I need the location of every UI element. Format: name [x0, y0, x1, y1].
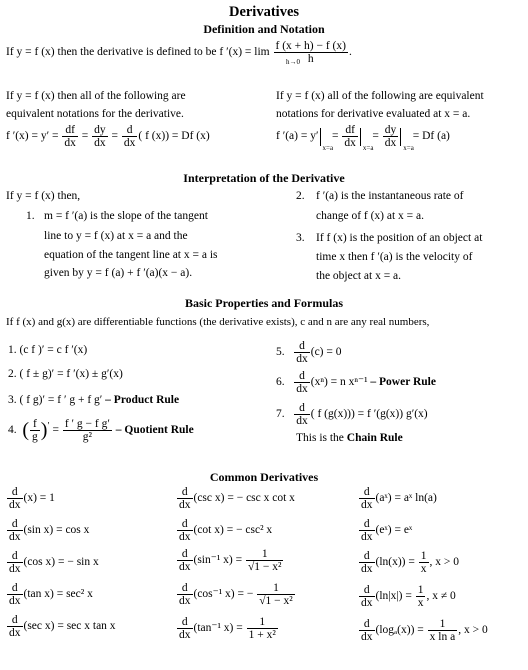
interp-item2-line: change of f (x) at x = a. — [316, 210, 425, 222]
common-derivative — [6, 518, 89, 543]
section-common-heading: Common Derivatives — [209, 470, 319, 484]
property-4-number: 4. — [8, 424, 17, 437]
frac-num: d — [7, 486, 23, 499]
interp-item1-line: m = f ′(a) is the slope of the tangent — [44, 210, 208, 222]
common-derivative — [6, 582, 93, 607]
derivative-formula: (cos⁻¹ x) = − — [193, 588, 254, 601]
frac-den: x — [417, 597, 424, 610]
property-2: 2. ( f ± g)′ = f ′(x) ± g′(x) — [8, 368, 123, 380]
derivative-formula: (csc x) = − csc x cot x — [193, 492, 295, 505]
derivative-condition: , x > 0 — [429, 556, 459, 569]
derivative-formula: (sin x) = cos x — [23, 524, 90, 537]
derivative-condition: , x ≠ 0 — [426, 590, 456, 603]
frac-num: d — [177, 486, 193, 499]
interp-item1-line: line to y = f (x) at x = a and the — [44, 230, 188, 242]
eval-bar — [360, 128, 374, 152]
frac-den: dx — [9, 595, 21, 608]
interp-item3-line: time x then f ′(a) is the velocity of — [316, 251, 473, 263]
frac-num: d — [177, 518, 193, 531]
derivative-formula: (cos x) = − sin x — [23, 556, 99, 569]
derivative-formula: (x) = 1 — [23, 492, 55, 505]
eval-bar — [400, 128, 414, 152]
frac-den: dx — [64, 137, 76, 150]
frac-num: d — [359, 550, 375, 563]
frac-num: dy — [94, 124, 106, 136]
common-derivative — [176, 616, 279, 641]
common-derivative — [6, 550, 99, 575]
notation-right-formula: f ′(a) = y′ x=a = $\frac{df}{dx}$ x=a = $\frac{dy}{dx}$ x=a = Df (a) — [276, 124, 450, 152]
page-title: Derivatives — [228, 4, 300, 20]
common-derivative — [6, 486, 55, 511]
frac-num: d — [294, 340, 310, 353]
interp-item3-line: the object at x = a. — [316, 270, 402, 282]
frac-den: dx — [179, 595, 191, 608]
derivative-condition: , x > 0 — [458, 624, 488, 637]
frac-num: 1 — [257, 582, 295, 595]
frac-num: 1 — [417, 584, 424, 596]
frac-num: dy — [384, 124, 397, 136]
common-derivative — [358, 550, 459, 575]
product-rule-label: – Product Rule — [102, 394, 180, 406]
interp-item1-line: equation of the tangent line at x = a is — [44, 249, 218, 261]
notation-left-line2: equivalent notations for the derivative. — [6, 108, 184, 120]
definition-suffix: . — [348, 46, 352, 59]
frac-den: dx — [94, 137, 106, 150]
frac-num: 1 — [246, 548, 284, 561]
frac-num: d — [177, 548, 193, 561]
section-interpretation-heading: Interpretation of the Derivative — [183, 171, 345, 185]
frac-den: dx — [179, 629, 191, 642]
notation-right-suffix: = Df (a) — [412, 130, 450, 143]
common-derivative — [176, 518, 272, 543]
frac-den: dx — [384, 137, 397, 150]
property-6-formula: (xⁿ) = n xⁿ⁻¹ — [310, 376, 368, 389]
interpretation-intro: If y = f (x) then, — [6, 190, 81, 202]
notation-right-line1: If y = f (x) all of the following are equivalent — [276, 90, 484, 102]
frac-num: d — [122, 124, 138, 137]
prime-mark: ′ — [47, 420, 50, 432]
property-1: 1. (c f )′ = c f ′(x) — [8, 344, 88, 356]
paren-open: ( — [22, 419, 30, 442]
frac-num: d — [177, 582, 193, 595]
common-derivative — [6, 614, 116, 639]
eval-sub: x=a — [362, 143, 374, 152]
common-derivative — [358, 486, 437, 511]
property-3 — [8, 392, 179, 408]
common-derivative — [176, 548, 284, 573]
frac-num: df — [62, 124, 78, 137]
notation-left-prefix: f ′(x) = y′ = — [6, 130, 59, 143]
property-7 — [276, 402, 428, 427]
frac-den: dx — [361, 531, 373, 544]
derivative-formula: (sin⁻¹ x) = — [193, 554, 243, 567]
derivative-formula: (tan⁻¹ x) = — [193, 622, 243, 635]
interp-item3-line: If f (x) is the position of an object at — [316, 232, 483, 244]
common-derivative — [358, 584, 456, 609]
frac-den: dx — [9, 499, 21, 512]
frac-den: dx — [344, 137, 356, 150]
frac-den: x ln a — [429, 631, 456, 644]
frac-num: d — [7, 550, 23, 563]
frac-num: d — [294, 370, 310, 383]
frac-num: df — [342, 124, 358, 137]
definition-numerator: f (x + h) − f (x) — [275, 40, 346, 52]
frac-num: d — [359, 518, 375, 531]
chain-rule-prefix: This is the — [296, 432, 347, 444]
eval-bar — [320, 128, 334, 152]
frac-num: f — [30, 418, 40, 431]
frac-num: d — [294, 402, 310, 415]
frac-den: dx — [9, 563, 21, 576]
frac-num: 1 — [428, 618, 458, 631]
common-derivative — [358, 518, 412, 543]
derivative-formula: (cot x) = − csc² x — [193, 524, 273, 537]
frac-den: dx — [296, 353, 308, 366]
common-derivative — [176, 486, 295, 511]
frac-den: dx — [123, 137, 136, 150]
derivative-formula: (tan x) = sec² x — [23, 588, 93, 601]
property-5-number: 5. — [276, 346, 285, 359]
definition-denominator: h — [307, 53, 314, 66]
derivative-formula: (sec x) = sec x tan x — [23, 620, 116, 633]
common-derivative — [358, 618, 488, 643]
frac-den: dx — [179, 561, 191, 574]
section-definition-heading: Definition and Notation — [203, 22, 325, 36]
frac-num: d — [7, 518, 23, 531]
frac-den: dx — [361, 563, 373, 576]
derivative-formula: (eˣ) = eˣ — [375, 524, 413, 537]
property-6 — [276, 370, 436, 395]
interp-item1-number: 1. — [26, 210, 35, 222]
section-basic-heading: Basic Properties and Formulas — [184, 296, 344, 310]
frac-num: f ′ g − f g′ — [64, 418, 110, 430]
frac-den: dx — [179, 531, 191, 544]
frac-den: x — [420, 563, 427, 576]
property-7-number: 7. — [276, 408, 285, 421]
notation-left-line1: If y = f (x) then all of the following are — [6, 90, 186, 102]
frac-den: dx — [361, 597, 373, 610]
property-4: 4. ( $\frac{f}{g}$ )′ = $\frac{\text{f ′ g − f g′}}{\text{g²}}$ – Quotient Rule — [8, 418, 194, 444]
basic-intro: If f (x) and g(x) are differentiable functions (the derivative exists), c and n are any real numbers, — [6, 316, 430, 328]
frac-den: dx — [361, 499, 373, 512]
eval-sub: x=a — [322, 143, 334, 152]
chain-rule-label: Chain Rule — [346, 432, 403, 444]
frac-den: dx — [9, 627, 21, 640]
frac-den: dx — [296, 415, 308, 428]
derivative-formula: (ln(x)) = — [375, 556, 415, 569]
quotient-rule-label: – Quotient Rule — [112, 424, 194, 437]
interp-item1-line: given by y = f (a) + f ′(a)(x − a). — [44, 267, 193, 279]
derivative-formula: (logₐ(x)) = — [375, 624, 424, 637]
limit-subscript: h→0 — [286, 58, 300, 66]
power-rule-label: – Power Rule — [367, 376, 436, 389]
interp-item2-number: 2. — [296, 190, 305, 202]
notation-right-line2: notations for derivative evaluated at x = a. — [276, 108, 471, 120]
frac-den: dx — [296, 383, 308, 396]
frac-num: 1 — [420, 550, 427, 562]
frac-den: √1 − x² — [247, 561, 282, 574]
definition-fraction — [274, 40, 348, 65]
eval-sub: x=a — [403, 143, 414, 152]
notation-left-formula: f ′(x) = y′ = $\frac{df}{dx}$ = $\frac{dy}{dx}$ = $\frac{d}{dx}$ ( f (x)) = Df (x) — [6, 124, 210, 150]
frac-num: d — [359, 618, 375, 631]
frac-num: d — [7, 614, 23, 627]
property-5-formula: (c) = 0 — [310, 346, 342, 359]
chain-rule-note — [296, 430, 403, 446]
frac-den: dx — [179, 499, 191, 512]
frac-num: d — [7, 582, 23, 595]
frac-den: 1 + x² — [248, 629, 276, 642]
property-7-formula: ( f (g(x))) = f ′(g(x)) g′(x) — [310, 408, 428, 421]
frac-den: √1 − x² — [259, 595, 293, 608]
paren-close: ) — [40, 419, 48, 442]
notation-left-suffix: ( f (x)) = Df (x) — [138, 130, 210, 143]
common-derivative — [176, 582, 296, 607]
interp-item2-line: f ′(a) is the instantaneous rate of — [316, 190, 464, 202]
frac-num: d — [359, 486, 375, 499]
property-6-number: 6. — [276, 376, 285, 389]
frac-den: g² — [82, 431, 92, 444]
notation-right-prefix: f ′(a) = y′ — [276, 130, 319, 143]
property-3-formula: 3. ( f g)′ = f ′ g + f g′ — [8, 394, 103, 406]
frac-den: dx — [361, 631, 373, 644]
frac-num: d — [177, 616, 193, 629]
frac-den: g — [32, 431, 38, 444]
derivative-formula: (ln|x|) = — [375, 590, 412, 603]
derivative-formula: (aˣ) = aˣ ln(a) — [375, 492, 437, 505]
frac-den: dx — [9, 531, 21, 544]
frac-num: 1 — [247, 616, 278, 629]
property-5 — [276, 340, 342, 365]
frac-num: d — [359, 584, 375, 597]
interp-item3-number: 3. — [296, 232, 305, 244]
definition-text: If y = f (x) then the derivative is defined to be f ′(x) = lim — [6, 46, 270, 59]
